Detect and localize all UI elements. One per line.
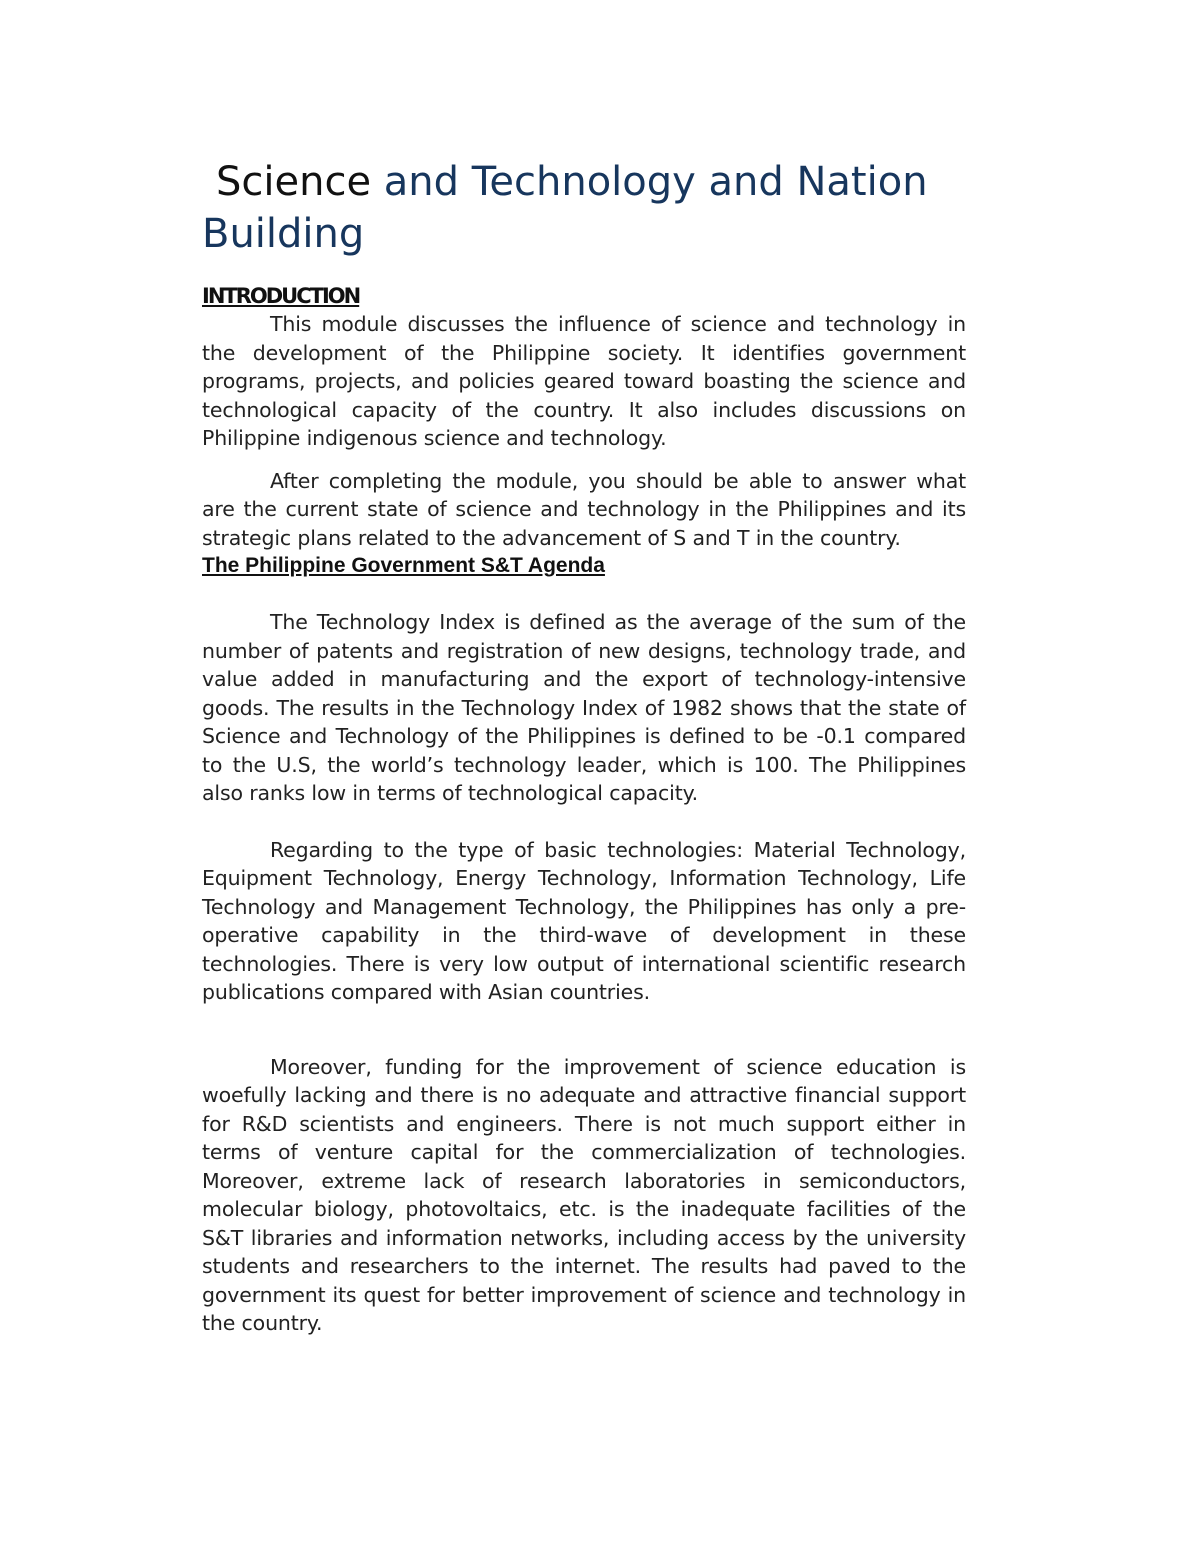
section-paragraph-3: Moreover, funding for the improvement of science education is woefully lacking and there is no adequate and attractive financial support for R&D scientists and engineers. There is not much support either in terms of venture capital for the commercialization of technologies. Moreover, extreme lack of research laboratories in semiconductors, molecular biology, photovoltaics, etc. is the inadequate facilities of the S&T libraries and information networks, including access by the university students and researchers to the internet. The results had paved to the government its quest for better improvement of science and technology in the country. bbox=[202, 1054, 966, 1335]
blank-line bbox=[202, 808, 966, 836]
document-title bbox=[202, 156, 966, 260]
title-first-word: Science bbox=[216, 159, 372, 205]
section-paragraph-1: The Technology Index is defined as the average of the sum of the number of patents and registration of new designs, technology trade, and value added in manufacturing and the export of technology-intensive goods. The results in the Technology Index of 1982 shows that the state of Science and Technology of the Philippines is defined to be -0.1 compared to the U.S, the world’s technology leader, which is 100. The Philippines also ranks low in terms of technological capacity. bbox=[202, 610, 966, 805]
intro-paragraph-1: This module discusses the influence of science and technology in the development of the Philippine society. It identifies government programs, projects, and policies geared toward boasting the science and technological capacity of the country. It also includes discussions on Philippine indigenous science and technology. bbox=[202, 312, 966, 450]
document-body bbox=[202, 156, 966, 1338]
section-heading-st-agenda: The Philippine Government S&T Agenda bbox=[202, 554, 605, 577]
section-paragraph-2: Regarding to the type of basic technologies: Material Technology, Equipment Technology, Energy Technology, Information Technology, Life Technology and Management Technology, the Philippines has only a pre-operative capability in the third-wave of development in these technologies. There is very low output of international scientific research publications compared with Asian countries. bbox=[202, 837, 966, 1004]
intro-paragraph-2: After completing the module, you should be able to answer what are the current state of science and technology in the Philippines and its strategic plans related to the advancement of S and T in the country. bbox=[202, 468, 966, 550]
blank-line bbox=[202, 580, 966, 608]
title-rest: and Technology and Nation Building bbox=[202, 159, 928, 257]
introduction-heading: INTRODUCTION bbox=[202, 284, 360, 308]
blank-line bbox=[202, 1007, 966, 1053]
